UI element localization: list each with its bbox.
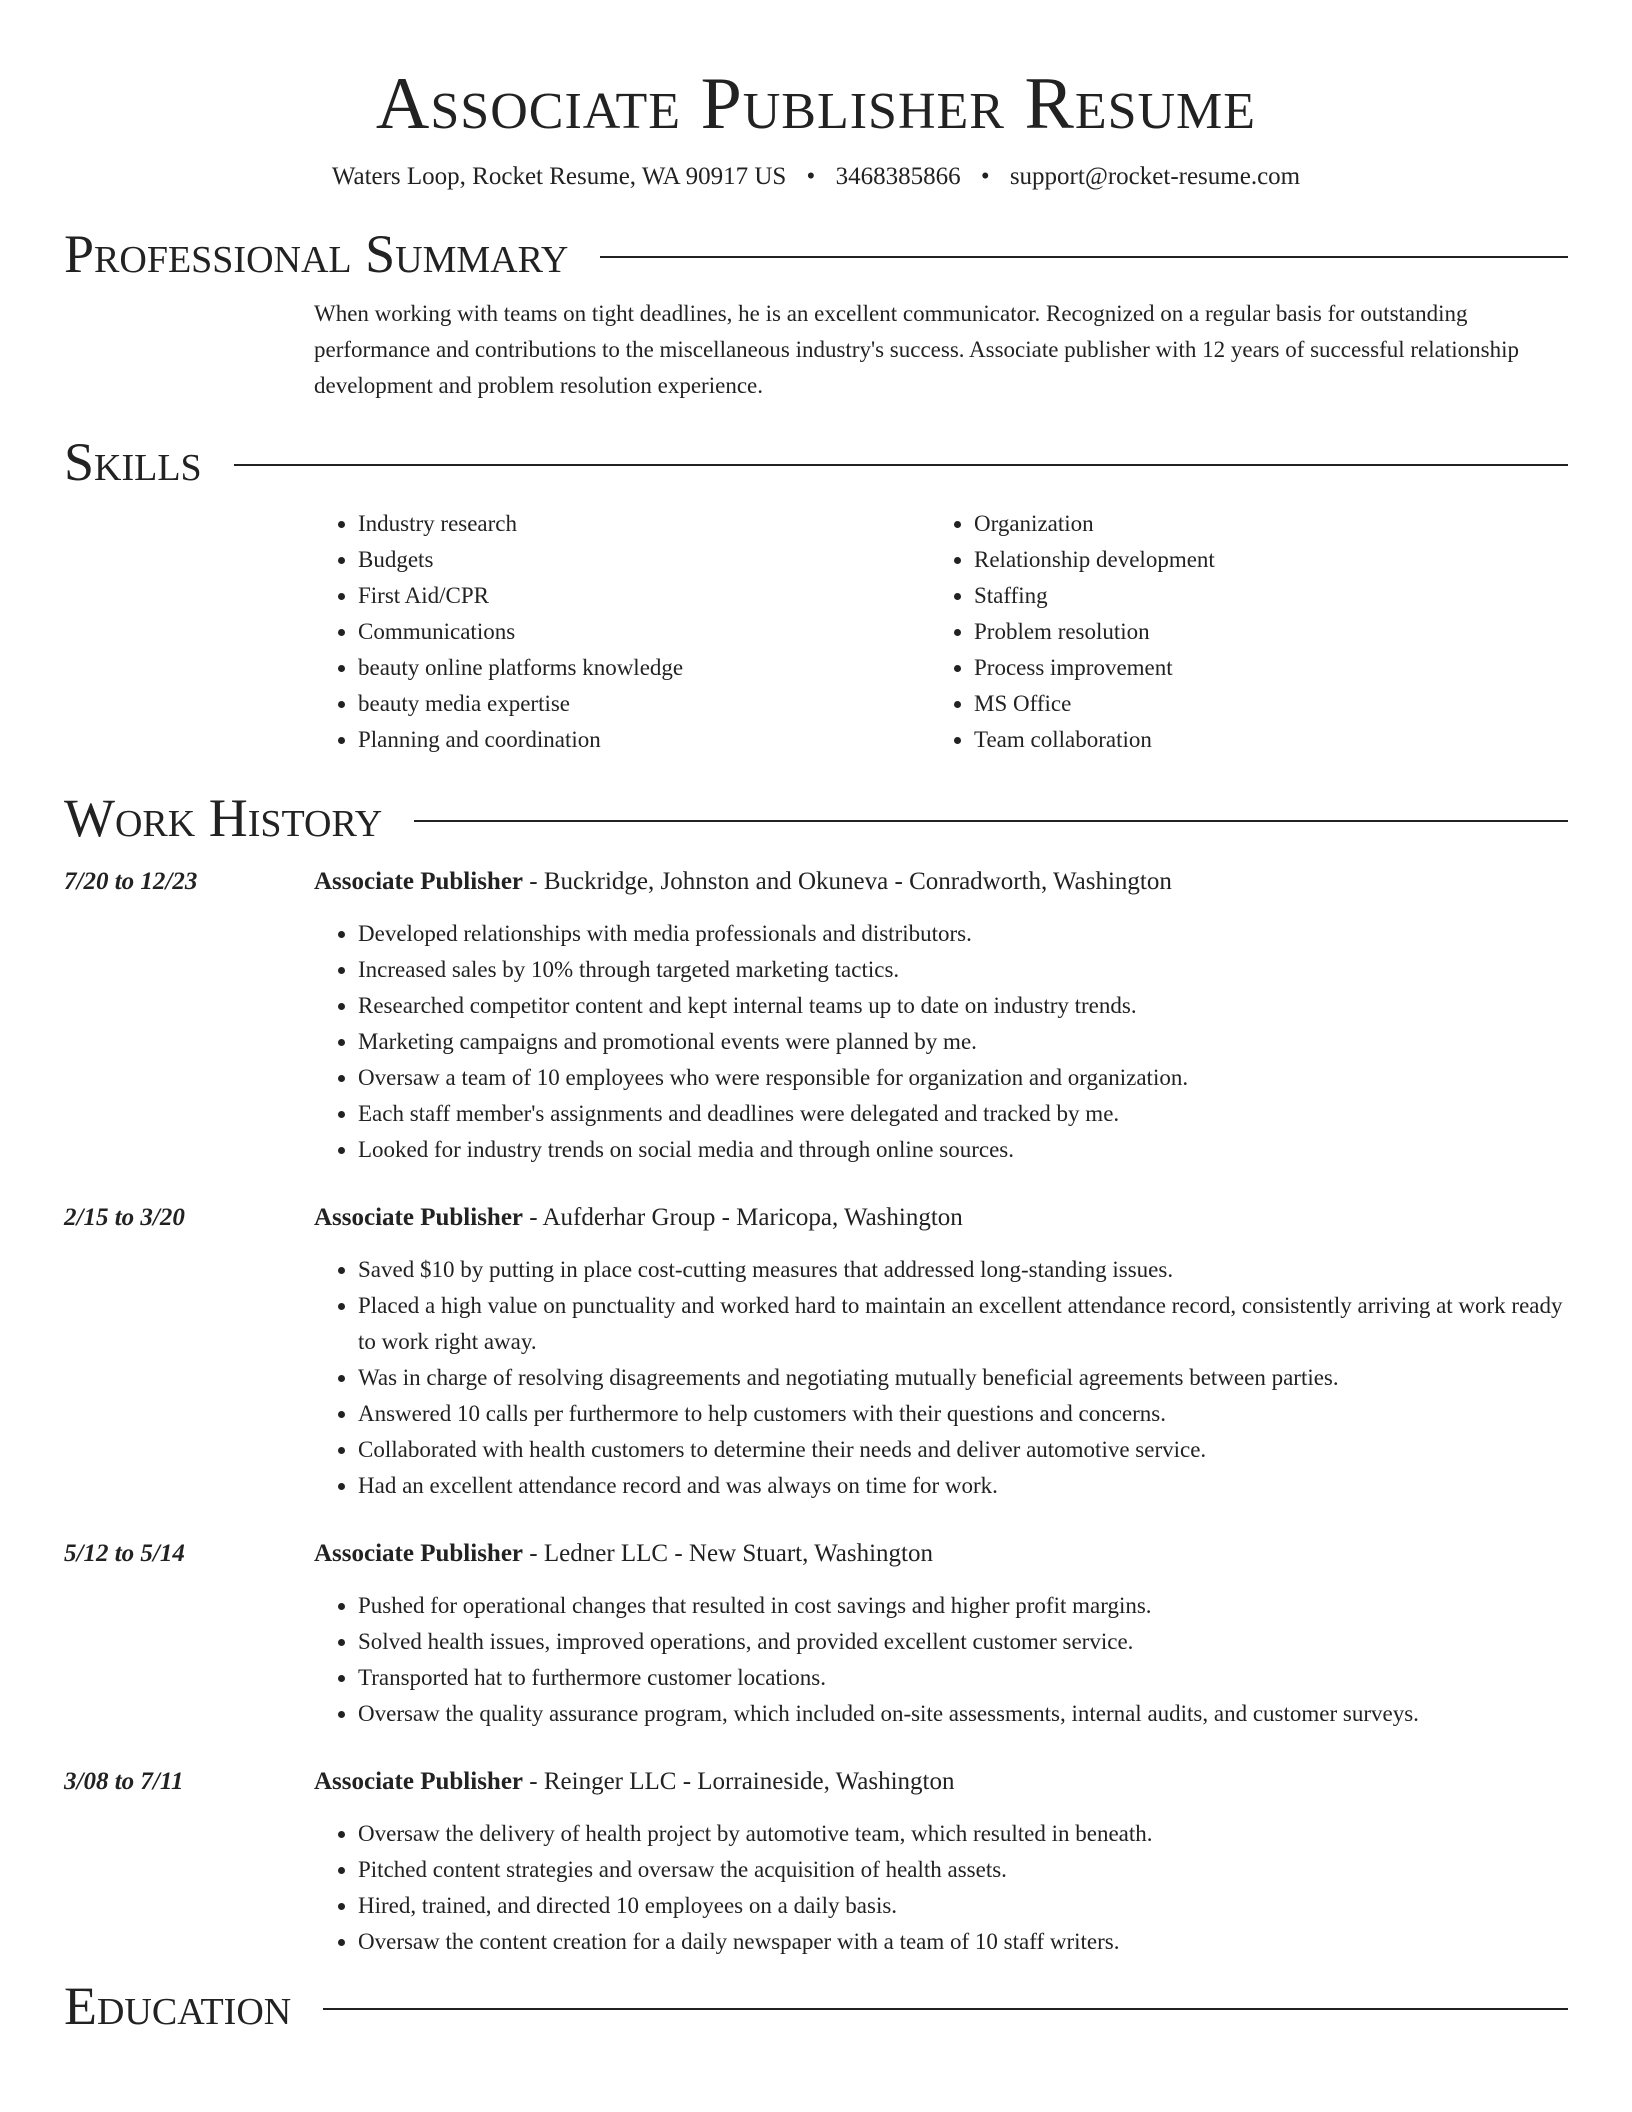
job-header <box>64 1200 1568 1236</box>
skill-item: • Process improvement <box>974 650 1568 686</box>
section-divider <box>600 256 1568 258</box>
job-bullets <box>314 1252 1568 1504</box>
job-entry <box>64 864 1568 1168</box>
job-heading <box>314 864 1172 900</box>
job-header <box>64 1764 1568 1800</box>
section-heading-skills: Skills <box>64 432 202 492</box>
job-bullet: • Transported hat to furthermore customer locations. <box>358 1660 1568 1696</box>
job-employer: - Ledner LLC - New Stuart, Washington <box>523 1540 933 1567</box>
job-title: Associate Publisher <box>314 1768 524 1795</box>
skill-item: • Planning and coordination <box>358 722 930 758</box>
job-bullet: • Oversaw the delivery of health project by automotive team, which resulted in beneath. <box>358 1816 1568 1852</box>
section-heading-summary: Professional Summary <box>64 224 569 284</box>
job-heading <box>314 1536 933 1572</box>
skill-item: • Budgets <box>358 542 930 578</box>
contact-address: Waters Loop, Rocket Resume, WA 90917 US <box>331 163 787 190</box>
job-bullet: • Increased sales by 10% through targeted marketing tactics. <box>358 952 1568 988</box>
job-title: Associate Publisher <box>314 1204 524 1231</box>
job-heading <box>314 1764 954 1800</box>
job-bullet: • Looked for industry trends on social media and through online sources. <box>358 1132 1568 1168</box>
section-skills-header <box>64 430 1568 494</box>
job-employer: - Reinger LLC - Lorraineside, Washington <box>523 1768 955 1795</box>
job-bullet: • Pushed for operational changes that resulted in cost savings and higher profit margins. <box>358 1588 1568 1624</box>
job-dates: 7/20 to 12/23 <box>64 868 198 895</box>
section-summary-header <box>64 222 1568 286</box>
skill-item: • Industry research <box>358 506 930 542</box>
skills-list-right <box>930 506 1568 758</box>
job-bullet: • Marketing campaigns and promotional events were planned by me. <box>358 1024 1568 1060</box>
skill-item: • Organization <box>974 506 1568 542</box>
job-bullet: • Developed relationships with media professionals and distributors. <box>358 916 1568 952</box>
skill-item: • beauty online platforms knowledge <box>358 650 930 686</box>
job-title: Associate Publisher <box>314 1540 524 1567</box>
job-bullet: • Each staff member's assignments and deadlines were delegated and tracked by me. <box>358 1096 1568 1132</box>
page-title: Associate Publisher Resume <box>375 63 1257 145</box>
job-entry <box>64 1200 1568 1504</box>
job-bullet: • Was in charge of resolving disagreements and negotiating mutually beneficial agreements between parties. <box>358 1360 1568 1396</box>
job-header <box>64 864 1568 900</box>
contact-line <box>64 160 1568 194</box>
skill-item: • Problem resolution <box>974 614 1568 650</box>
job-bullet: • Oversaw a team of 10 employees who were responsible for organization and organization. <box>358 1060 1568 1096</box>
section-education-header <box>64 1974 1568 2038</box>
job-bullets <box>314 1588 1568 1732</box>
job-bullet: • Pitched content strategies and oversaw the acquisition of health assets. <box>358 1852 1568 1888</box>
contact-email: support@rocket-resume.com <box>1009 163 1301 190</box>
job-bullet: • Placed a high value on punctuality and worked hard to maintain an excellent attendance record, consistently arriving at work ready to work right away. <box>358 1288 1568 1360</box>
section-heading-education: Education <box>64 1976 292 2036</box>
job-bullet: • Researched competitor content and kept internal teams up to date on industry trends. <box>358 988 1568 1024</box>
job-employer: - Buckridge, Johnston and Okuneva - Conradworth, Washington <box>523 868 1172 895</box>
skill-item: • Relationship development <box>974 542 1568 578</box>
skills-grid <box>314 506 1568 758</box>
skill-item: • First Aid/CPR <box>358 578 930 614</box>
separator-dot: • <box>980 163 990 190</box>
job-employer: - Aufderhar Group - Maricopa, Washington <box>523 1204 963 1231</box>
job-bullet: • Had an excellent attendance record and was always on time for work. <box>358 1468 1568 1504</box>
skills-list-left <box>314 506 930 758</box>
summary-text: When working with teams on tight deadlines, he is an excellent communicator. Recognized on a regular basis for outstanding performance and contributions to the miscellaneous industry's success. Associate publisher with 12 years of successful relationship development and problem resolution experience. <box>314 301 1519 398</box>
section-work-header <box>64 786 1568 850</box>
skill-item: • MS Office <box>974 686 1568 722</box>
section-divider <box>323 2008 1568 2010</box>
job-bullet: • Collaborated with health customers to determine their needs and deliver automotive service. <box>358 1432 1568 1468</box>
skill-item: • Communications <box>358 614 930 650</box>
section-divider <box>234 464 1568 466</box>
skill-item: • beauty media expertise <box>358 686 930 722</box>
job-entry <box>64 1764 1568 1960</box>
job-bullets <box>314 916 1568 1168</box>
job-header <box>64 1536 1568 1572</box>
contact-phone: 3468385866 <box>835 163 961 190</box>
job-dates: 2/15 to 3/20 <box>64 1204 185 1231</box>
job-bullet: • Solved health issues, improved operations, and provided excellent customer service. <box>358 1624 1568 1660</box>
job-dates: 3/08 to 7/11 <box>64 1768 184 1795</box>
job-title: Associate Publisher <box>314 868 524 895</box>
job-bullet: • Oversaw the content creation for a daily newspaper with a team of 10 staff writers. <box>358 1924 1568 1960</box>
skill-item: • Team collaboration <box>974 722 1568 758</box>
job-dates: 5/12 to 5/14 <box>64 1540 185 1567</box>
section-divider <box>414 820 1568 822</box>
skill-item: • Staffing <box>974 578 1568 614</box>
section-heading-work: Work History <box>64 788 383 848</box>
job-bullet: • Hired, trained, and directed 10 employees on a daily basis. <box>358 1888 1568 1924</box>
job-bullet: • Saved $10 by putting in place cost-cutting measures that addressed long-standing issues. <box>358 1252 1568 1288</box>
job-entry <box>64 1536 1568 1732</box>
job-heading <box>314 1200 963 1236</box>
job-bullets <box>314 1816 1568 1960</box>
job-bullet: • Oversaw the quality assurance program, which included on-site assessments, internal audits, and customer surveys. <box>358 1696 1568 1732</box>
separator-dot: • <box>806 163 816 190</box>
job-bullet: • Answered 10 calls per furthermore to help customers with their questions and concerns. <box>358 1396 1568 1432</box>
